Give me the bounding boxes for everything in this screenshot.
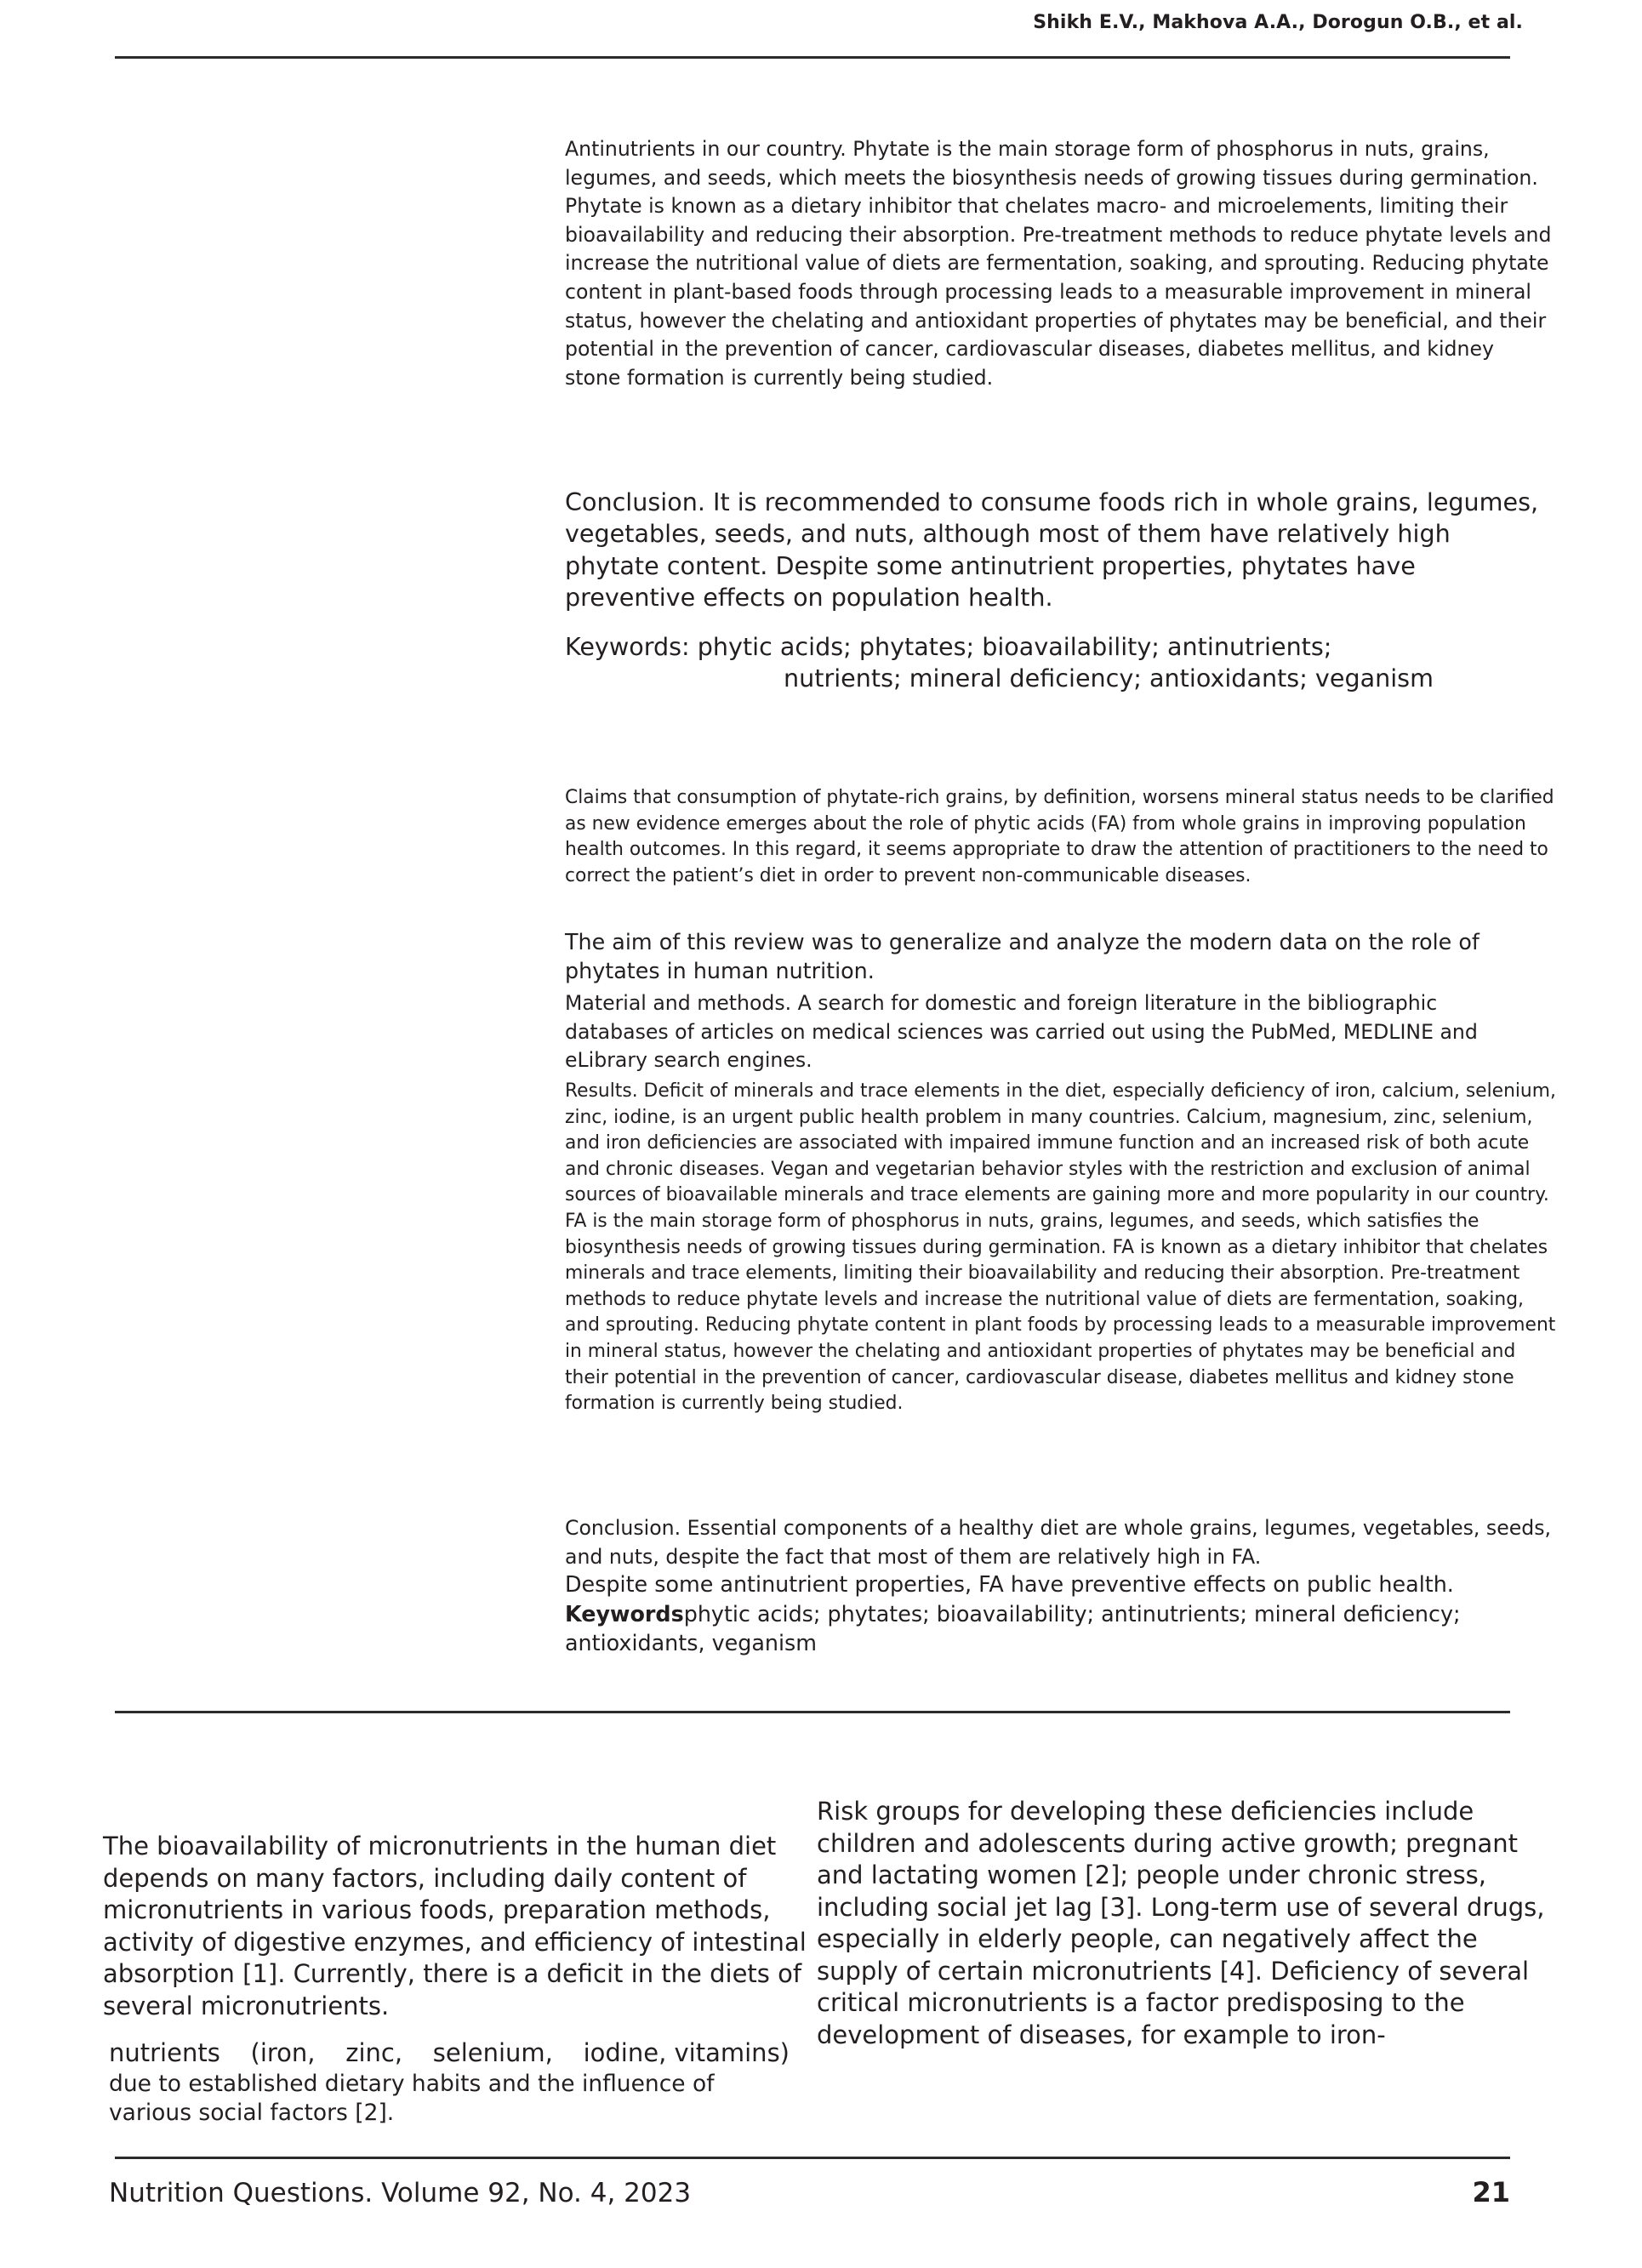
keywords-text: phytic acids; phytates; bioavailability; antinutrients; mineral deficiency; antioxidants, veganism xyxy=(565,1601,1461,1656)
body-left-paragraph-2 xyxy=(109,2037,815,2128)
keywords-line-1: Keywords: phytic acids; phytates; bioavailability; antinutrients; xyxy=(565,632,1332,661)
keywords-line-2: nutrients; mineral deficiency; antioxidants; veganism xyxy=(784,664,1434,693)
abstract-conclusion: Conclusion. Essential components of a healthy diet are whole grains, legumes, vegetables, seeds, and nuts, despite the fact that most of them are relatively high in FA. xyxy=(565,1516,1552,1569)
section-divider xyxy=(115,1711,1510,1713)
justified-line xyxy=(109,2037,790,2070)
keywords-block xyxy=(565,631,1552,695)
abstract-claims: Claims that consumption of phytate-rich grains, by definition, worsens mineral status needs to be clarified as new evidence emerges about the role of phytic acids (FA) from whole grains in improving population health outcomes. In this regard, it seems appropriate to draw the attention of practitioners to the need to correct the patient’s diet in order to prevent non-communicable diseases. xyxy=(565,787,1554,886)
abstract-results: Results. Deficit of minerals and trace elements in the diet, especially deficiency of iron, calcium, selenium, zinc, iodine, is an urgent public health problem in many countries. Calcium, magnesium, zinc, selenium, and iron deficiencies are associated with impaired immune function and an increased risk of both acute and chronic diseases. Vegan and vegetarian behavior styles with the restriction and exclusion of animal sources of bioavailable minerals and trace elements are gaining more and more popularity in our country. FA is the main storage form of phosphorus in nuts, grains, legumes, and seeds, which satisfies the biosynthesis needs of growing tissues during germination. FA is known as a dietary inhibitor that chelates minerals and trace elements, limiting their bioavailability and reducing their absorption. Pre-treatment methods to reduce phytate levels and increase the nutritional value of diets are fermentation, soaking, and sprouting. Reducing phytate content in plant foods by processing leads to a measurable improvement in mineral status, however the chelating and antioxidant properties of phytates may be beneficial and their potential in the prevention of cancer, cardiovascular disease, diabetes mellitus and kidney stone formation is currently being studied. xyxy=(565,1080,1556,1415)
page-number: 21 xyxy=(1472,2176,1510,2208)
word: nutrients xyxy=(109,2038,220,2067)
paragraph-rest: due to established dietary habits and the influence of various social factors [2]. xyxy=(109,2070,715,2126)
word: selenium, xyxy=(432,2038,553,2067)
word: iodine, vitamins) xyxy=(583,2038,790,2067)
abstract-aim: The aim of this review was to generalize and analyze the modern data on the role of phytates in human nutrition. xyxy=(565,929,1480,984)
abstract-keywords xyxy=(565,1599,1560,1657)
keywords-label: Keywords xyxy=(565,1601,684,1627)
conclusion-paragraph: Conclusion. It is recommended to consume foods rich in whole grains, legumes, vegetables, seeds, and nuts, although most of them have relatively high phytate content. Despite some antinutrient properties, phytates have preventive effects on population health. xyxy=(565,487,1539,612)
word: zinc, xyxy=(345,2038,403,2067)
word: (iron, xyxy=(250,2038,316,2067)
footer-journal-title: Nutrition Questions. Volume 92, No. 4, 2023 xyxy=(109,2178,692,2208)
body-left-paragraph-1: The bioavailability of micronutrients in the human diet depends on many factors, including daily content of micronutrients in various foods, preparation methods, activity of digestive enzymes, and efficiency of intestinal absorption [1]. Currently, there is a deficit in the diets of several micronutrients. xyxy=(103,1832,807,2020)
body-right-paragraph: Risk groups for developing these deficiencies include children and adolescents during active growth; pregnant and lactating women [2]; people under chronic stress, including social jet lag [3]. Long-term use of several drugs, especially in elderly people, can negatively affect the supply of certain micronutrients [4]. Deficiency of several critical micronutrients is a factor predisposing to the development of diseases, for example to iron- xyxy=(817,1797,1545,2049)
footer-divider xyxy=(115,2157,1510,2159)
running-header-authors: Shikh E.V., Makhova A.A., Dorogun O.B., et al. xyxy=(1033,12,1523,33)
abstract-methods: Material and methods. A search for domestic and foreign literature in the bibliographic databases of articles on medical sciences was carried out using the PubMed, MEDLINE and eLibrary search engines. xyxy=(565,991,1478,1073)
abstract-conclusion-continued: Despite some antinutrient properties, FA have preventive effects on public health. xyxy=(565,1571,1454,1597)
abstract-continuation: Antinutrients in our country. Phytate is the main storage form of phosphorus in nuts, grains, legumes, and seeds, which meets the biosynthesis needs of growing tissues during germination. Phytate is known as a dietary inhibitor that chelates macro- and microelements, limiting their bioavailability and reducing their absorption. Pre-treatment methods to reduce phytate levels and increase the nutritional value of diets are fermentation, soaking, and sprouting. Reducing phytate content in plant-based foods through processing leads to a measurable improvement in mineral status, however the chelating and antioxidant properties of phytates may be beneficial, and their potential in the prevention of cancer, cardiovascular diseases, diabetes mellitus, and kidney stone formation is currently being studied. xyxy=(565,137,1552,390)
header-divider xyxy=(115,56,1510,59)
